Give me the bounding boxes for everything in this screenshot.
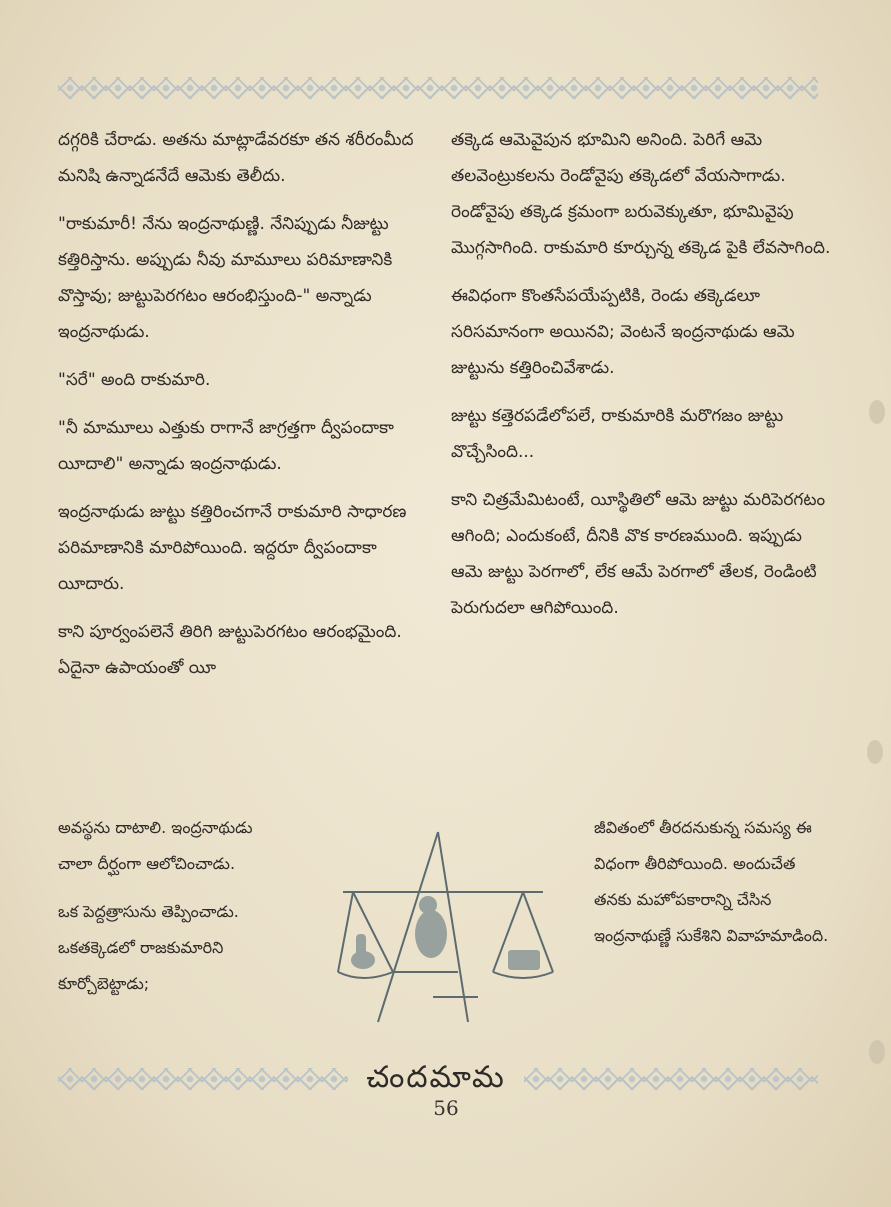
- page-edge-mark: [867, 740, 883, 764]
- right-column: [451, 122, 831, 638]
- paragraph: తక్కెడ ఆమెవైపున భూమిని అనింది. పెరిగే ఆమె తలవెంట్రుకలను రెండోవైపు తక్కెడలో వేయసాగాడు. రెండోవైపు తక్కెడ క్రమంగా బరువెక్కుతూ, భూమివైపు మొగ్గసాగింది. రాకుమారి కూర్చున్న తక్కెడ పైకి లేవసాగింది.: [451, 130, 831, 258]
- paragraph: జీవితంలో తీరదనుకున్న సమస్య ఈ విధంగా తీరిపోయింది. అందుచేత తనకు మహోపకారాన్ని చేసిన ఇంద్రనాథుణ్ణే సుకేశిని వివాహమాడింది.: [594, 818, 829, 945]
- bottom-ornamental-border-right: [524, 1068, 818, 1090]
- paragraph: కాని చిత్రమేమిటంటే, యీస్థితిలో ఆమె జుట్టు మరిపెరగటం ఆగింది; ఎందుకంటే, దీనికి వొక కారణముంది. ఇప్పుడు ఆమె జుట్టు పెరగాలో, లేక ఆమే పెరగాలో తేలక, రెండింటి పెరుగుదలా ఆగిపోయింది.: [451, 490, 826, 618]
- page-edge-mark: [869, 1040, 885, 1064]
- paragraph: కాని పూర్వంపలెనే తిరిగి జుట్టుపెరగటం ఆరంభమైంది. ఏదైనా ఉపాయంతో యీ: [58, 622, 402, 678]
- paragraph: దగ్గరికి చేరాడు. అతను మాట్లాడేవరకూ తన శరీరంమీద మనిషి ఉన్నాడనేదే ఆమెకు తెలీదు.: [58, 130, 414, 186]
- balance-scale-illustration: [318, 822, 578, 1042]
- paragraph: "సరే" అంది రాకుమారి.: [58, 370, 211, 390]
- magazine-title: చందమామ: [366, 1060, 506, 1095]
- left-column-bottom: [58, 810, 263, 1014]
- paragraph: జుట్టు కత్తెరపడేలోపలే, రాకుమారికి మరొగజం జుట్టు వొచ్చేసింది...: [451, 406, 784, 462]
- paragraph: ఇంద్రనాథుడు జుట్టు కత్తిరించగానే రాకుమారి సాధారణ పరిమాణానికి మారిపోయింది. ఇద్దరూ ద్వీపందాకా యీదారు.: [58, 502, 407, 594]
- paragraph: "నీ మామూలు ఎత్తుకు రాగానే జాగ్రత్తగా ద్వీపందాకా యీదాలి" అన్నాడు ఇంద్రనాథుడు.: [58, 418, 394, 474]
- page-edge-mark: [869, 400, 885, 424]
- paragraph: "రాకుమారీ! నేను ఇంద్రనాథుణ్ణి. నేనిప్పుడు నీజుట్టు కత్తిరిస్తాను. అప్పుడు నీవు మామూలు పరిమాణానికి వొస్తావు; జుట్టుపెరగటం ఆరంభిస్తుంది-" అన్నాడు ఇంద్రనాథుడు.: [58, 214, 393, 342]
- bottom-ornamental-border-left: [58, 1068, 348, 1090]
- paragraph: ఒక పెద్దత్రాసును తెప్పించాడు. ఒకతక్కెడలో రాజకుమారిని కూర్చోబెట్టాడు;: [58, 902, 239, 993]
- top-ornamental-border: [58, 77, 818, 99]
- paragraph: అవస్థను దాటాలి. ఇంద్రనాథుడు చాలా దీర్ఘంగా ఆలోచించాడు.: [58, 818, 253, 873]
- left-column: [58, 122, 433, 698]
- right-column-bottom: [594, 810, 834, 966]
- paragraph: ఈవిధంగా కొంతసేపయేప్పటికి, రెండు తక్కెడలూ సరిసమానంగా అయినవి; వెంటనే ఇంద్రనాథుడు ఆమె జుట్టును కత్తిరించివేశాడు.: [451, 286, 795, 378]
- page-number: 56: [433, 1096, 459, 1120]
